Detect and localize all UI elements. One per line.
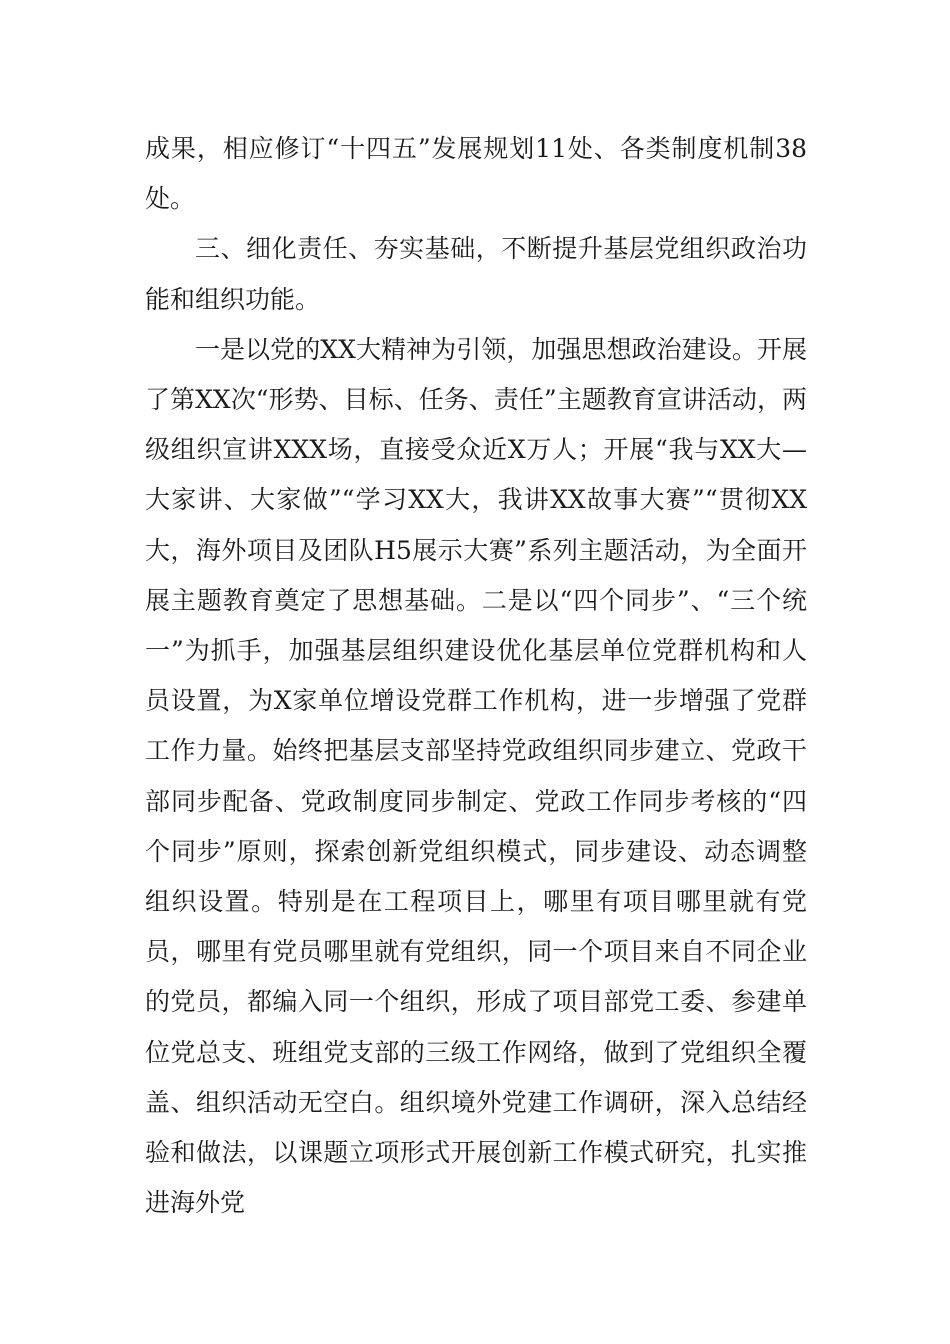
section-heading: 三、细化责任、夯实基础，不断提升基层党组织政治功能和组织功能。 — [145, 234, 807, 314]
paragraph-continuation: 成果，相应修订“十四五”发展规划11处、各类制度机制38处。 — [145, 134, 807, 214]
paragraph-body: 一是以党的XX大精神为引领，加强思想政治建设。开展了第XX次“形势、目标、任务、责任”主题教育宣讲活动，两级组织宣讲XXX场，直接受众近X万人；开展“我与XX大—大家讲、大家做”“学习XX大，我讲XX故事大赛”“贯彻XX大，海外项目及团队H5展示大赛”系列主题活动，为全面开展主题教育奠定了思想基础。二是以“四个同步”、“三个统一”为抓手，加强基层组织建设优化基层单位党群机构和人员设置，为X家单位增设党群工作机构，进一步增强了党群工作力量。始终把基层支部坚持党政组织同步建立、党政干部同步配备、党政制度同步制定、党政工作同步考核的“四个同步”原则，探索创新党组织模式，同步建设、动态调整组织设置。特别是在工程项目上，哪里有项目哪里就有党员，哪里有党员哪里就有党组织，同一个项目来自不同企业的党员，都编入同一个组织，形成了项目部党工委、参建单位党总支、班组党支部的三级工作网络，做到了党组织全覆盖、组织活动无空白。组织境外党建工作调研，深入总结经验和做法，以课题立项形式开展创新工作模式研究，扎实推进海外党 — [145, 334, 807, 1218]
document-body — [145, 124, 807, 1228]
